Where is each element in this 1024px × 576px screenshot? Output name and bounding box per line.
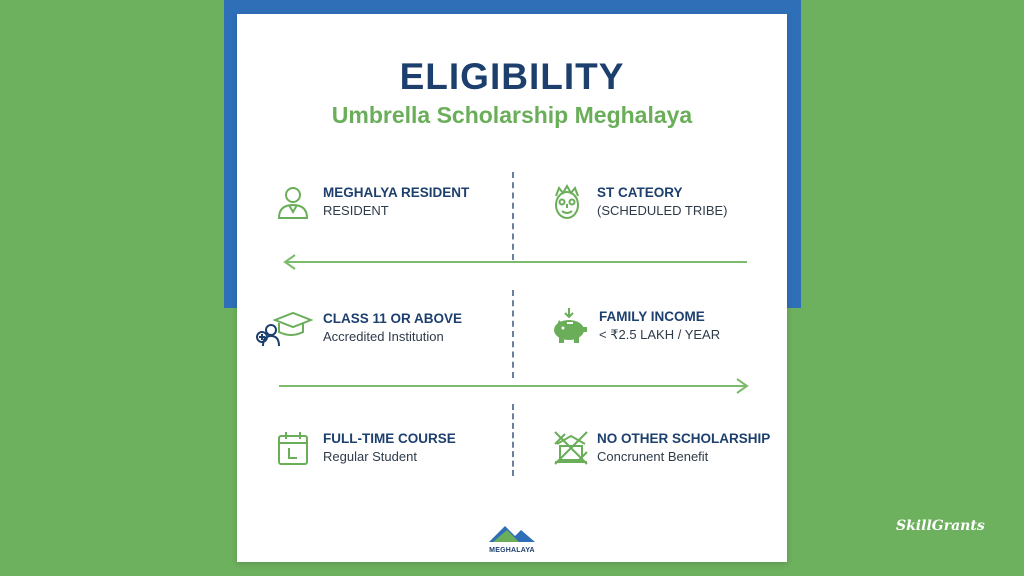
crossed-out-icon bbox=[551, 428, 591, 468]
criterion-detail: Regular Student bbox=[323, 449, 417, 464]
watermark: SkillGrants bbox=[896, 518, 985, 534]
criterion-detail: Concrunent Benefit bbox=[597, 449, 709, 464]
mountain-icon bbox=[489, 524, 535, 542]
criterion-resident bbox=[273, 182, 469, 222]
criterion-full-time bbox=[273, 428, 456, 468]
criterion-heading: FAMILY INCOME bbox=[599, 309, 705, 324]
criterion-heading: MEGHALYA RESIDENT bbox=[323, 185, 470, 200]
criterion-detail: < ₹2.5 LAKH / YEAR bbox=[599, 327, 721, 342]
divider-2 bbox=[512, 290, 514, 378]
criterion-family-income bbox=[549, 306, 720, 346]
meghalaya-logo bbox=[487, 524, 537, 554]
logo-label: MEGHALAYA bbox=[489, 547, 535, 554]
eligibility-card bbox=[237, 14, 787, 562]
graduation-cap-icon bbox=[255, 308, 313, 348]
piggy-bank-icon bbox=[549, 306, 589, 346]
criterion-detail: (SCHEDULED TRIBE) bbox=[597, 203, 728, 218]
tribal-mask-icon bbox=[547, 182, 587, 222]
page-subtitle: Umbrella Scholarship Meghalaya bbox=[331, 102, 693, 128]
divider-1 bbox=[512, 172, 514, 260]
criterion-heading: CLASS 11 OR ABOVE bbox=[323, 311, 463, 326]
person-icon bbox=[273, 182, 313, 222]
divider-3 bbox=[512, 404, 514, 476]
criterion-heading: ST CATEORY bbox=[597, 185, 683, 200]
calendar-icon bbox=[273, 428, 313, 468]
criterion-no-other-scholarship bbox=[551, 428, 770, 468]
right-arrow bbox=[277, 378, 752, 394]
criterion-detail: Accredited Institution bbox=[323, 329, 444, 344]
page-title: ELIGIBILITY bbox=[399, 56, 625, 97]
criterion-heading: FULL-TIME COURSE bbox=[323, 431, 456, 446]
left-arrow bbox=[281, 254, 751, 270]
criterion-st-category bbox=[547, 182, 728, 222]
criterion-detail: RESIDENT bbox=[323, 203, 389, 218]
criterion-class bbox=[255, 308, 462, 348]
criterion-heading: NO OTHER SCHOLARSHIP bbox=[597, 431, 771, 446]
